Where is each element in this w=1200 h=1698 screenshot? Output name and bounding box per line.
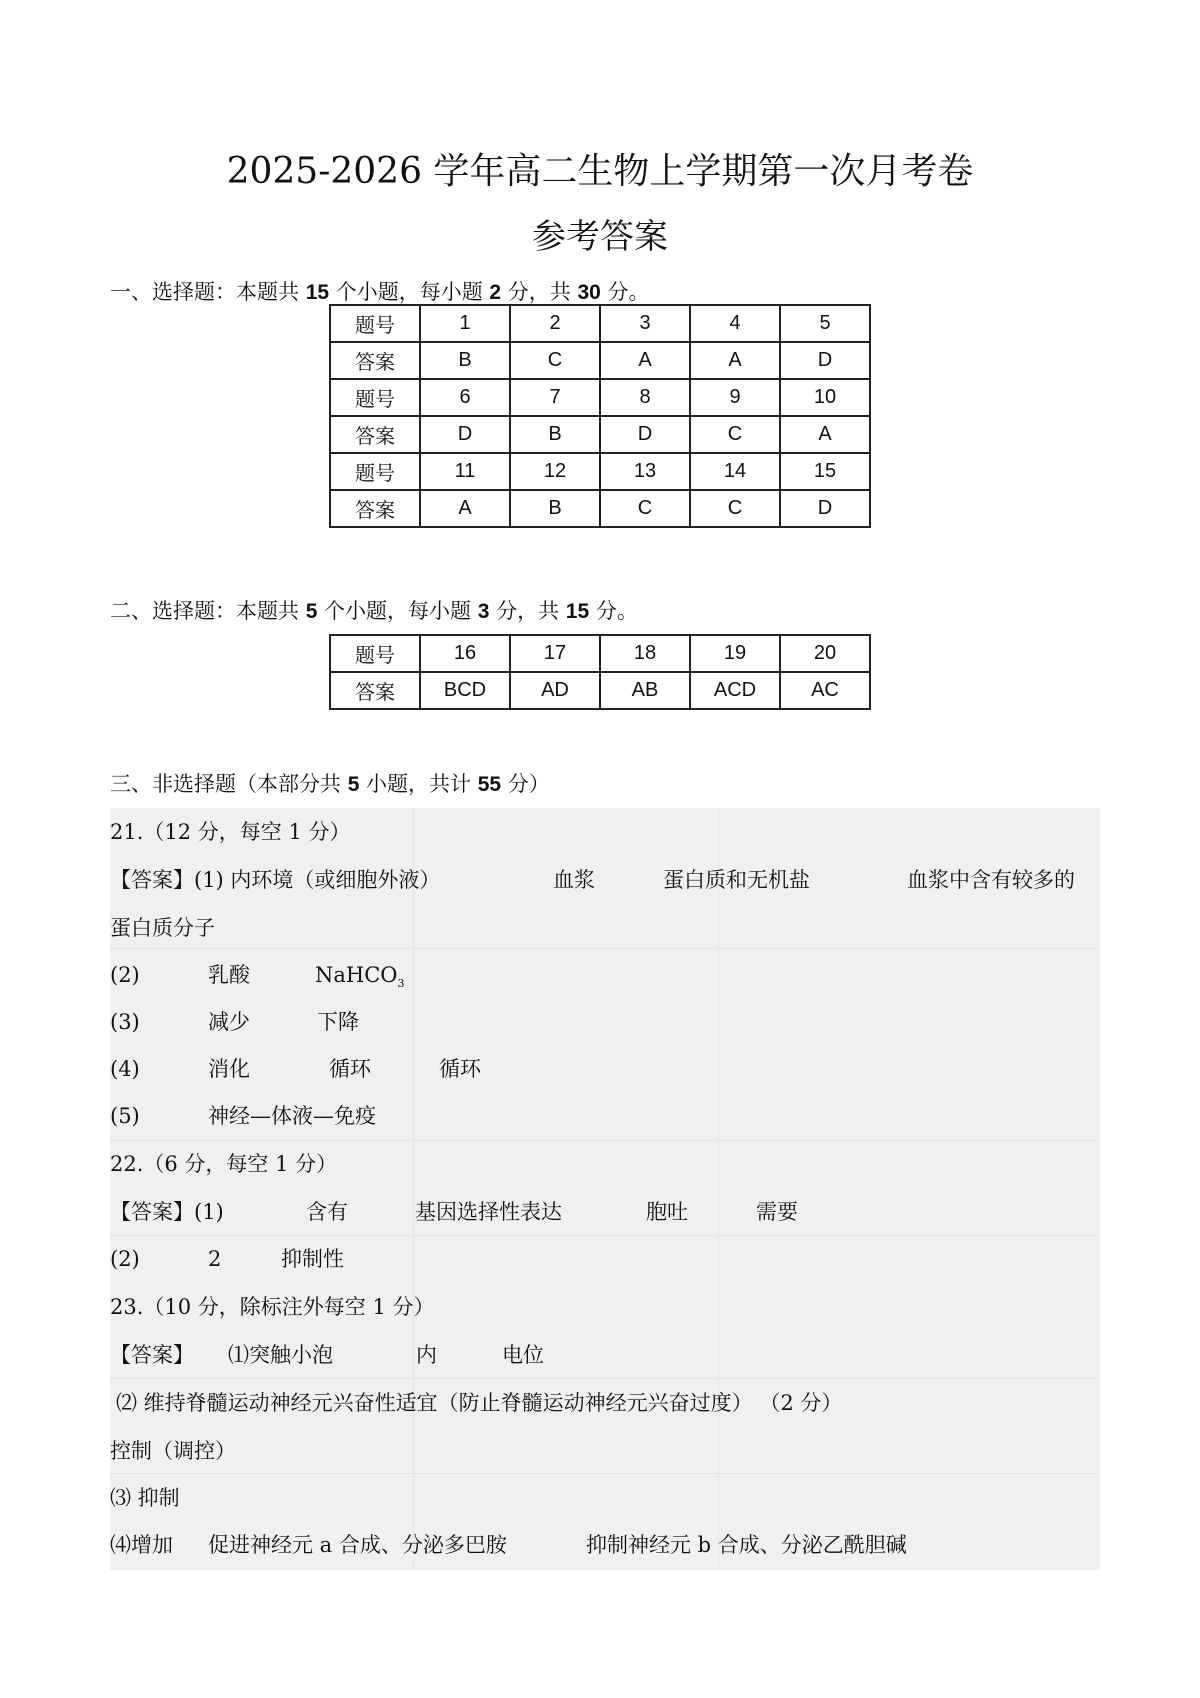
table-cell: B (510, 416, 600, 453)
table-cell: BCD (420, 672, 510, 709)
table-cell: 3 (600, 305, 690, 342)
row-label-cell: 题号 (330, 379, 420, 416)
q21-sub2-subscript: 3 (397, 977, 405, 991)
grid-divider (110, 1378, 1100, 1379)
q21-sub5-label: (5) (110, 1104, 140, 1128)
table-cell: 12 (510, 453, 600, 490)
q21-sub2-label: (2) (110, 963, 140, 987)
row-label-cell: 答案 (330, 342, 420, 379)
table-cell: 4 (690, 305, 780, 342)
q22-sub2-a1: 2 (208, 1247, 222, 1271)
q22-sub1-a3: 胞吐 (646, 1200, 688, 1224)
grid-divider (110, 1140, 1100, 1141)
q23-sub4-a2: 促进神经元 a 合成、分泌多巴胺 (208, 1533, 507, 1557)
document-title: 2025-2026 学年高二生物上学期第一次月考卷 (226, 151, 974, 192)
q23-sub4-a1: ⑷增加 (110, 1533, 173, 1557)
table-cell: AD (510, 672, 600, 709)
q22-sub1-a4: 需要 (756, 1200, 798, 1224)
q21-answer-2: 血浆 (553, 868, 595, 892)
table-row (330, 672, 870, 709)
table-cell: 10 (780, 379, 870, 416)
table-cell: A (600, 342, 690, 379)
q21-answer-4: 血浆中含有较多的 (907, 868, 1075, 892)
table-cell: 8 (600, 379, 690, 416)
table-cell: 17 (510, 635, 600, 672)
q22-sub1-label: 【答案】(1) (110, 1200, 224, 1224)
table-row (330, 305, 870, 342)
q23-sub1-a1: ⑴突触小泡 (228, 1343, 333, 1367)
section1-suffix: 分。 (600, 280, 650, 304)
q21-sub3-label: (3) (110, 1010, 140, 1034)
section1-total: 30 (577, 281, 601, 304)
section1-mid1: 个小题，每小题 (329, 280, 490, 304)
table-row (330, 490, 870, 527)
table-cell: D (780, 490, 870, 527)
q21-sub4-a3: 循环 (439, 1057, 481, 1081)
q21-sub4-label: (4) (110, 1057, 140, 1081)
table-row (330, 342, 870, 379)
table-cell: 14 (690, 453, 780, 490)
section2-count: 5 (305, 600, 318, 623)
section2-points: 3 (477, 600, 490, 623)
q21-answer-4-cont: 蛋白质分子 (110, 916, 215, 940)
section3-prefix: 三、非选择题（本部分共 (110, 772, 348, 796)
table-cell: 11 (420, 453, 510, 490)
section2-mid1: 个小题，每小题 (317, 599, 478, 623)
section3-suffix: 分） (501, 772, 550, 796)
row-label-cell: 题号 (330, 305, 420, 342)
table-cell: 18 (600, 635, 690, 672)
section2-total: 15 (565, 600, 590, 623)
table-cell: 5 (780, 305, 870, 342)
q23-sub2-answer-cont: 控制（调控） (110, 1439, 236, 1463)
row-label-cell: 答案 (330, 416, 420, 453)
table-cell: 19 (690, 635, 780, 672)
q22-sub1-a1: 含有 (306, 1200, 348, 1224)
q23-answer-label: 【答案】 (110, 1343, 194, 1367)
section1-points: 2 (489, 281, 502, 304)
section1-mid2: 分，共 (501, 280, 578, 304)
grid-divider (718, 808, 719, 1570)
grid-divider (110, 948, 1100, 949)
table-cell: 1 (420, 305, 510, 342)
table-cell: AC (780, 672, 870, 709)
table-cell: 13 (600, 453, 690, 490)
row-label-cell: 题号 (330, 453, 420, 490)
grid-divider (110, 1235, 1100, 1236)
section3-count: 5 (347, 773, 360, 796)
table-cell: ACD (690, 672, 780, 709)
q21-sub2-formula: NaHCO (315, 963, 398, 987)
row-label-cell: 答案 (330, 490, 420, 527)
q21-sub4-a1: 消化 (208, 1057, 250, 1081)
q21-answer-1: 【答案】(1) 内环境（或细胞外液） (110, 868, 441, 892)
table-cell: A (420, 490, 510, 527)
q22-sub2-label: (2) (110, 1247, 140, 1271)
row-label-cell: 答案 (330, 672, 420, 709)
q21-sub3-a2: 下降 (317, 1010, 359, 1034)
table-cell: A (780, 416, 870, 453)
grid-divider (413, 808, 414, 1570)
q23-sub1-a3: 电位 (502, 1343, 544, 1367)
table-cell: B (510, 490, 600, 527)
q22-sub2-a2: 抑制性 (281, 1247, 344, 1271)
table-cell: 9 (690, 379, 780, 416)
table-cell: 7 (510, 379, 600, 416)
section2-prefix: 二、选择题：本题共 (110, 599, 306, 623)
essay-answer-area (110, 808, 1100, 1570)
table-cell: B (420, 342, 510, 379)
q21-sub2-a2 (315, 961, 405, 998)
table-cell: 2 (510, 305, 600, 342)
q23-sub2-answer: ⑵ 维持脊髓运动神经元兴奋性适宜（防止脊髓运动神经元兴奋过度） （2 分） (116, 1391, 843, 1415)
section3-heading (110, 770, 550, 799)
section1-heading (110, 278, 650, 307)
q23-sub4-a3: 抑制神经元 b 合成、分泌乙酰胆碱 (586, 1533, 907, 1557)
row-label-cell: 题号 (330, 635, 420, 672)
q23-sub3-answer: ⑶ 抑制 (110, 1486, 180, 1510)
table-cell: 6 (420, 379, 510, 416)
q21-sub5-a1: 神经—体液—免疫 (208, 1104, 376, 1128)
q21-sub3-a1: 减少 (208, 1010, 250, 1034)
table-cell: 15 (780, 453, 870, 490)
q21-header: 21.（12 分，每空 1 分） (110, 820, 351, 844)
table-row (330, 379, 870, 416)
table-row (330, 453, 870, 490)
table-cell: C (510, 342, 600, 379)
grid-divider (110, 1473, 1100, 1474)
section2-heading (110, 597, 638, 626)
table-cell: C (600, 490, 690, 527)
table-cell: D (420, 416, 510, 453)
answer-table-2 (329, 634, 871, 710)
q22-header: 22.（6 分，每空 1 分） (110, 1152, 338, 1176)
section3-mid: 小题，共计 (359, 772, 478, 796)
table-cell: C (690, 416, 780, 453)
q23-sub1-a2: 内 (416, 1343, 437, 1367)
answer-table-1 (329, 304, 871, 528)
table-row (330, 416, 870, 453)
q22-sub1-a2: 基因选择性表达 (415, 1200, 562, 1224)
table-cell: 20 (780, 635, 870, 672)
q23-header: 23.（10 分，除标注外每空 1 分） (110, 1295, 435, 1319)
table-cell: AB (600, 672, 690, 709)
table-cell: C (690, 490, 780, 527)
table-cell: A (690, 342, 780, 379)
section2-mid2: 分，共 (489, 599, 566, 623)
q21-sub2-a1: 乳酸 (208, 963, 250, 987)
table-row (330, 635, 870, 672)
section1-prefix: 一、选择题：本题共 (110, 280, 306, 304)
section3-total: 55 (477, 773, 502, 796)
table-cell: D (780, 342, 870, 379)
document-subtitle: 参考答案 (532, 217, 668, 257)
section1-count: 15 (305, 281, 330, 304)
table-cell: 16 (420, 635, 510, 672)
table-cell: D (600, 416, 690, 453)
q21-sub4-a2: 循环 (329, 1057, 371, 1081)
q21-answer-3: 蛋白质和无机盐 (663, 868, 810, 892)
section2-suffix: 分。 (589, 599, 638, 623)
